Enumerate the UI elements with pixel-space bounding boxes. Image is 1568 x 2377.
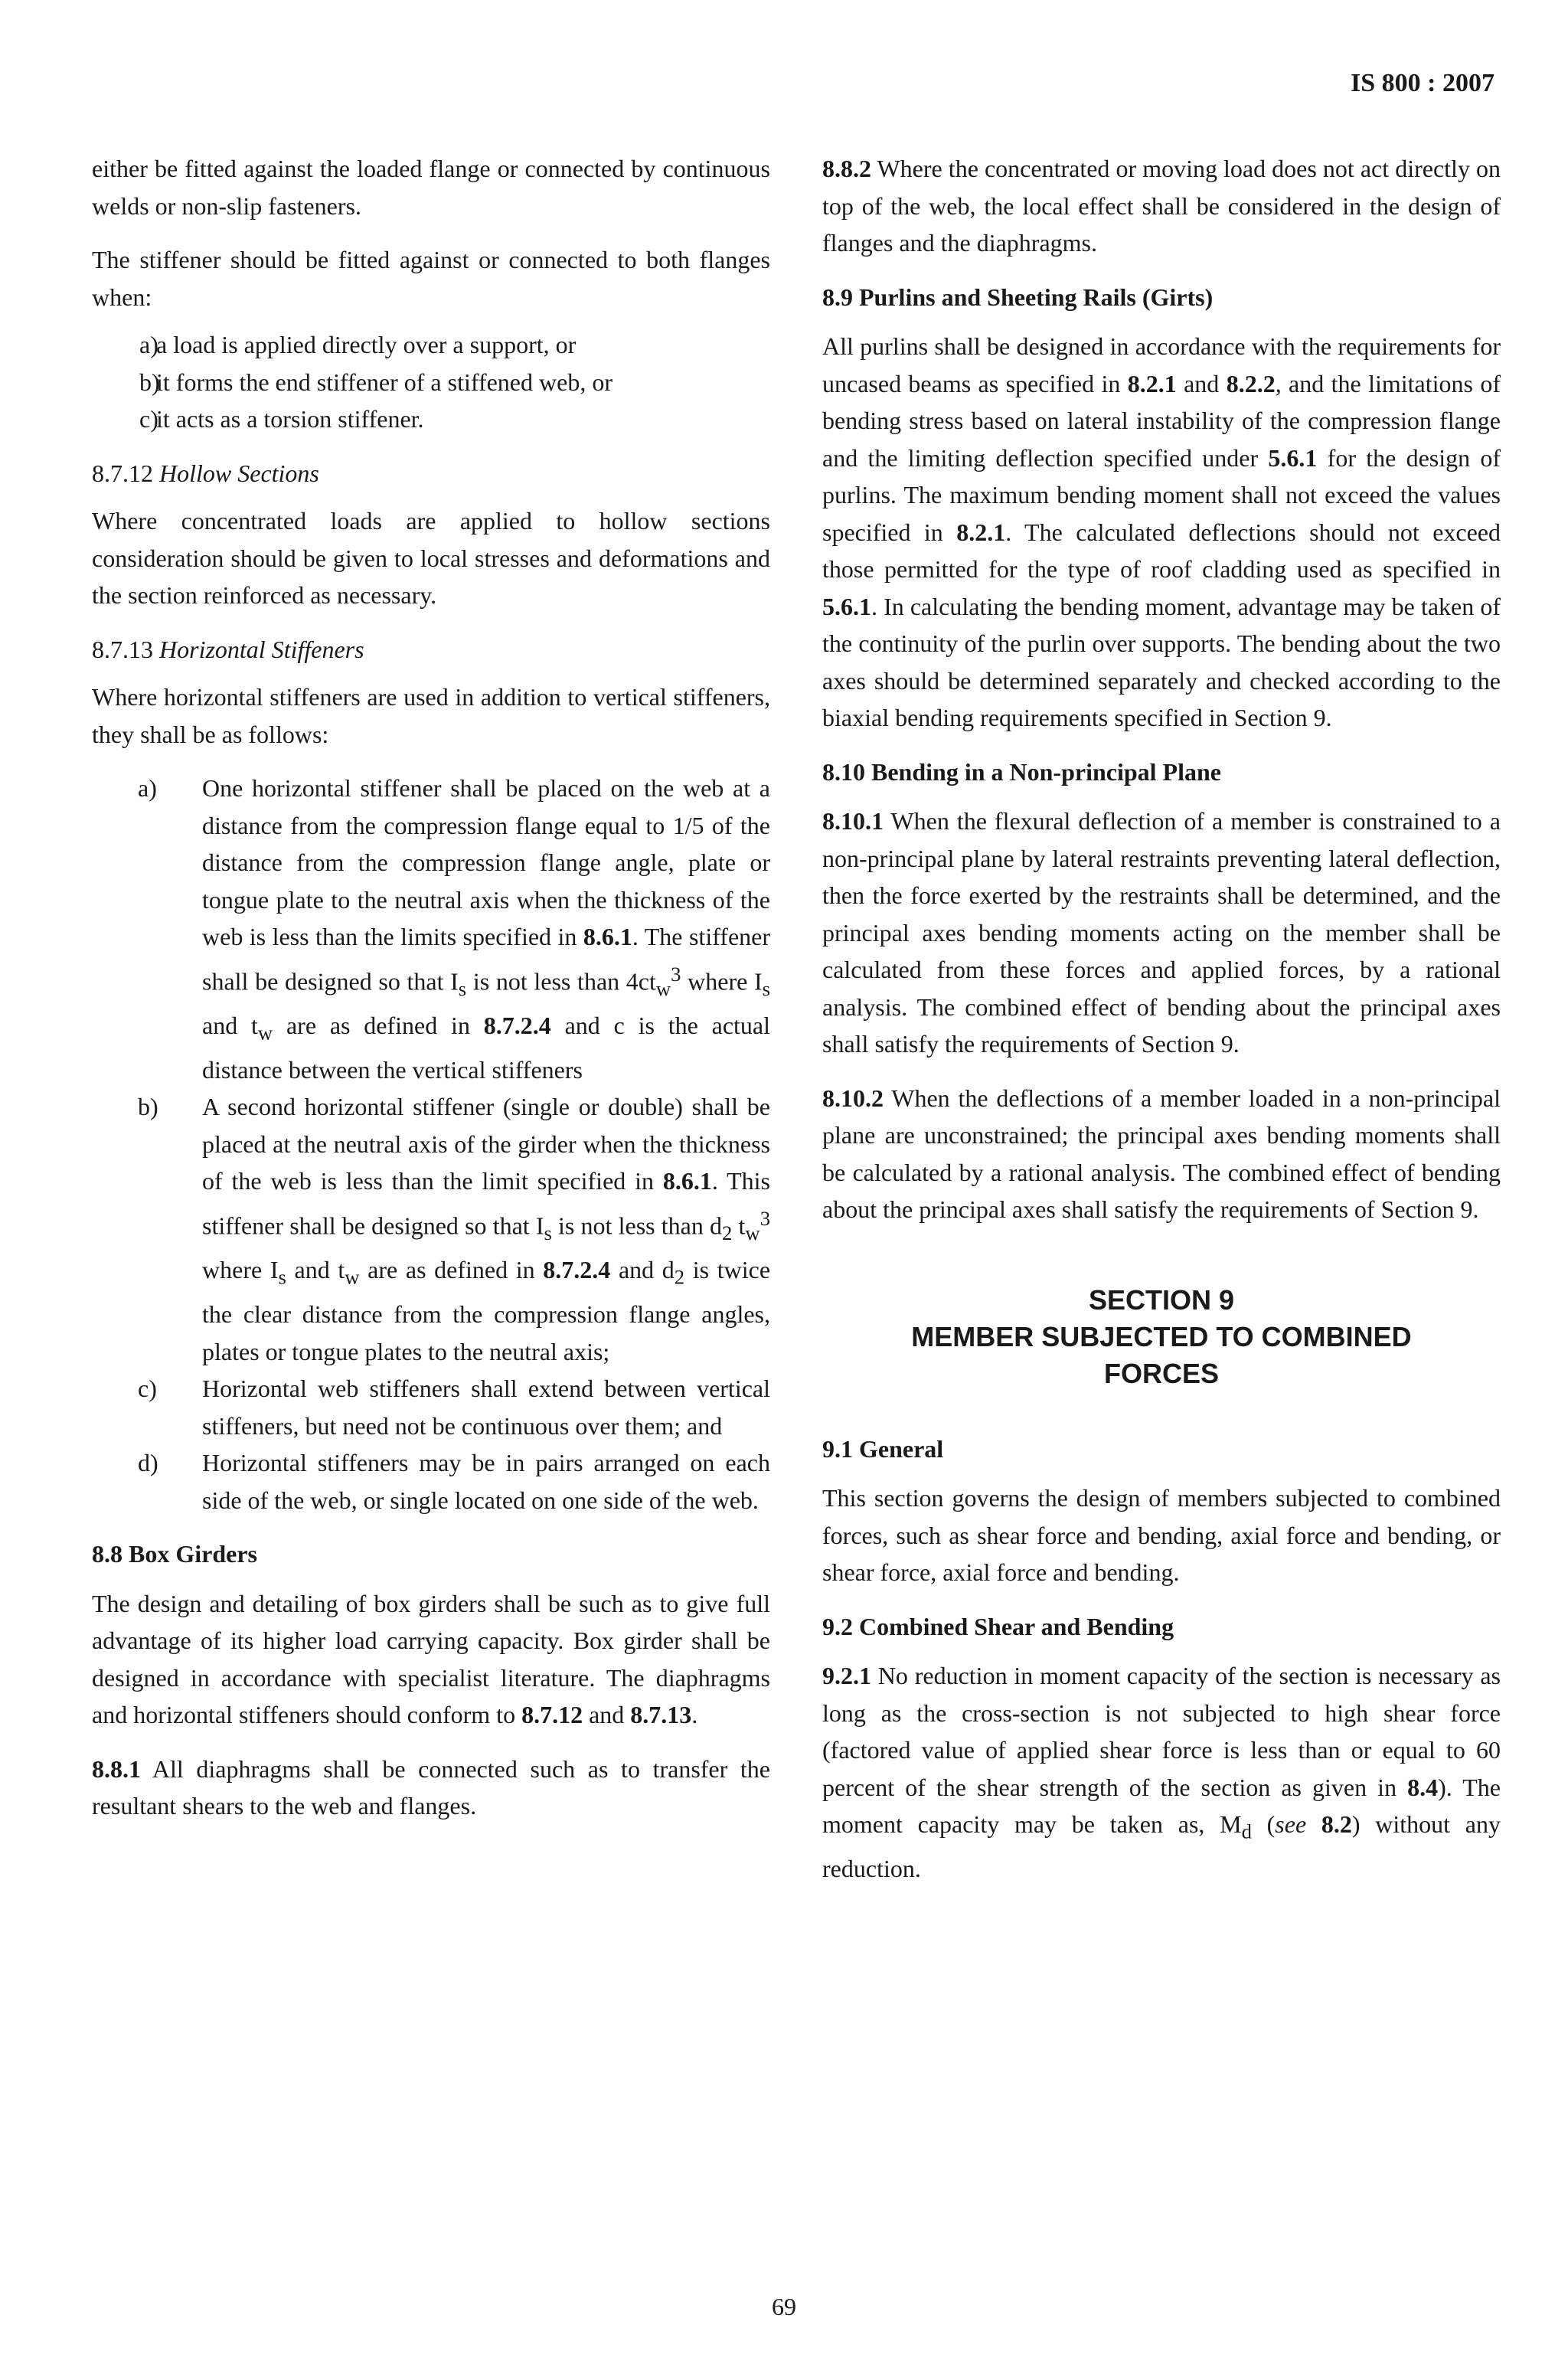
section-heading: 8.8 Box Girders xyxy=(92,1540,257,1568)
clause-reference: 8.7.12 xyxy=(521,1701,583,1729)
paragraph: The stiffener should be fitted against or connected to both flanges when: xyxy=(92,246,770,311)
list-text: a load is applied directly over a support, or xyxy=(156,331,577,358)
clause-reference: 8.7.13 xyxy=(630,1701,692,1729)
page-number: 69 xyxy=(772,2293,796,2320)
clause-heading xyxy=(92,631,770,669)
list-item xyxy=(92,1444,770,1519)
clause-heading xyxy=(92,455,770,492)
paragraph: 8.8.1 All diaphragms shall be connected such as to transfer the resultant shears to the web and flanges. xyxy=(92,1754,770,1820)
list-text: it forms the end stiffener of a stiffened web, or xyxy=(156,368,612,396)
list-text: Horizontal stiffeners may be in pairs arranged on each side of the web, or single located on one side of the web. xyxy=(202,1449,770,1514)
clause-number: 8.8.1 xyxy=(92,1754,141,1783)
clause-number: 8.7.12 xyxy=(92,459,153,487)
clause-reference: 8.6.1 xyxy=(583,923,632,950)
list-item xyxy=(92,770,770,1088)
clause-number: 8.7.13 xyxy=(92,635,153,663)
stiffener-list xyxy=(92,770,770,1519)
paragraph: either be fitted against the loaded flange or connected by continuous welds or non-slip fasteners. xyxy=(92,155,770,220)
paragraph: The design and detailing of box girders shall be such as to give full advantage of its higher load carrying capacity. Box girder shall be designed in accordance with specialist literature. The diaphragms and horizontal stiffeners should conform to 8.7.12 and 8.7.13. xyxy=(92,1589,770,1729)
clause-reference: 8.7.2.4 xyxy=(483,1012,551,1040)
clause-reference: 8.6.1 xyxy=(662,1167,712,1195)
list-text: One horizontal stiffener shall be placed on the web at a distance from the compression flange equal to 1/5 of the distance from the compression flange angle, plate or tongue plate to the neutral axis when the thickness of the web is less than the limits specified in 8.6.1. The stiffener shall be designed so that $I_s$ is not less than $4ct_w^3$ where $I_s$ and $t_w$ are as defined in 8.7.2.4 and c is the actual distance between the vertical stiffeners xyxy=(202,774,771,1084)
list-marker: c) xyxy=(138,1375,157,1403)
paragraph: 8.10.2 When the deflections of a member loaded in a non-principal plane are unconstrained; the principal axes bending moments shall be calculated by a rational analysis. The combined effect of bending about the principal axes shall satisfy the requirements of Section 9. xyxy=(822,1084,1501,1223)
clause-number: 8.10.2 xyxy=(822,1084,884,1112)
list-marker: d) xyxy=(138,1449,158,1477)
list-item xyxy=(92,401,770,438)
paragraph: 9.2.1 No reduction in moment capacity of the section is necessary as long as the cross-section is not subjected to high shear force (factored value of applied shear force is less than or equal to 60 percent of the shear strength of the section as given in 8.4). The moment capacity may be taken as, $M_d$ (see 8.2) without any reduction. xyxy=(822,1662,1501,1882)
paragraph: All purlins shall be designed in accordance with the requirements for uncased beams as specified in 8.2.1 and 8.2.2, and the limitations of bending stress based on lateral instability of the compression flange and the limiting deflection specified under 5.6.1 for the design of purlins. The maximum bending moment shall not exceed the values specified in 8.2.1. The calculated deflections should not exceed those permitted for the type of roof cladding used as specified in 5.6.1. In calculating the bending moment, advantage may be taken of the continuity of the purlin over supports. The bending about the two axes should be determined separately and checked according to the biaxial bending requirements specified in Section 9. xyxy=(822,332,1501,731)
paragraph: This section governs the design of members subjected to combined forces, such as shear force and bending, axial force and bending, or shear force, axial force and bending. xyxy=(822,1484,1501,1586)
section-heading: 9.2 Combined Shear and Bending xyxy=(822,1612,1174,1640)
section-title: SECTION 9 MEMBER SUBJECTED TO COMBINED FORCES xyxy=(911,1283,1412,1389)
list-text: Horizontal web stiffeners shall extend between vertical stiffeners, but need not be continuous over them; and xyxy=(202,1375,770,1440)
clause-reference: 8.7.2.4 xyxy=(543,1256,611,1284)
list-marker: a) xyxy=(138,774,157,802)
paragraph: Where horizontal stiffeners are used in addition to vertical stiffeners, they shall be as follows: xyxy=(92,683,770,748)
paragraph: 8.10.1 When the flexural deflection of a member is constrained to a non-principal plane by lateral restraints preventing lateral deflection, then the force exerted by the restraints shall be determined, and the principal axes bending moments acting on the member shall be calculated from these forces and applied forces, by a rational analysis. The combined effect of bending about the principal axes shall satisfy the requirements of Section 9. xyxy=(822,807,1501,1058)
section-heading: 8.10 Bending in a Non-principal Plane xyxy=(822,757,1221,786)
list-marker: a) xyxy=(139,331,158,358)
clause-number: 8.10.1 xyxy=(822,807,884,835)
left-column xyxy=(92,150,770,1842)
clause-title: Horizontal Stiffeners xyxy=(159,635,364,663)
list-marker: b) xyxy=(138,1093,158,1121)
clause-title: Hollow Sections xyxy=(159,459,319,487)
clause-number: 8.8.2 xyxy=(822,155,871,182)
list-item xyxy=(92,1370,770,1444)
condition-list xyxy=(92,326,770,438)
paragraph: Where concentrated loads are applied to hollow sections consideration should be given to local stresses and deformations and the section reinforced as necessary. xyxy=(92,507,770,609)
paragraph: 8.8.2 Where the concentrated or moving load does not act directly on top of the web, the local effect shall be considered in the design of flanges and the diaphragms. xyxy=(822,155,1501,257)
standard-number: IS 800 : 2007 xyxy=(1351,69,1494,97)
list-marker: b) xyxy=(139,368,160,396)
list-item xyxy=(92,364,770,401)
list-text: A second horizontal stiffener (single or double) shall be placed at the neutral axis of the girder when the thickness of the web is less than the limit specified in 8.6.1. This stiffener shall be designed so that $I_s$ is not less than $d_2$ $t_w^3$ where $I_s$ and $t_w$ are as defined in 8.7.2.4 and $d_2$ is twice the clear distance from the compression flange angles, plates or tongue plates to the neutral axis; xyxy=(202,1093,771,1365)
clause-number: 9.2.1 xyxy=(822,1662,871,1689)
section-heading: 8.9 Purlins and Sheeting Rails (Girts) xyxy=(822,283,1214,311)
list-marker: c) xyxy=(139,405,158,433)
list-text: it acts as a torsion stiffener. xyxy=(156,405,424,433)
section-heading: 9.1 General xyxy=(822,1434,944,1463)
list-item xyxy=(92,1088,770,1370)
right-column xyxy=(822,150,1501,1904)
list-item xyxy=(92,326,770,364)
